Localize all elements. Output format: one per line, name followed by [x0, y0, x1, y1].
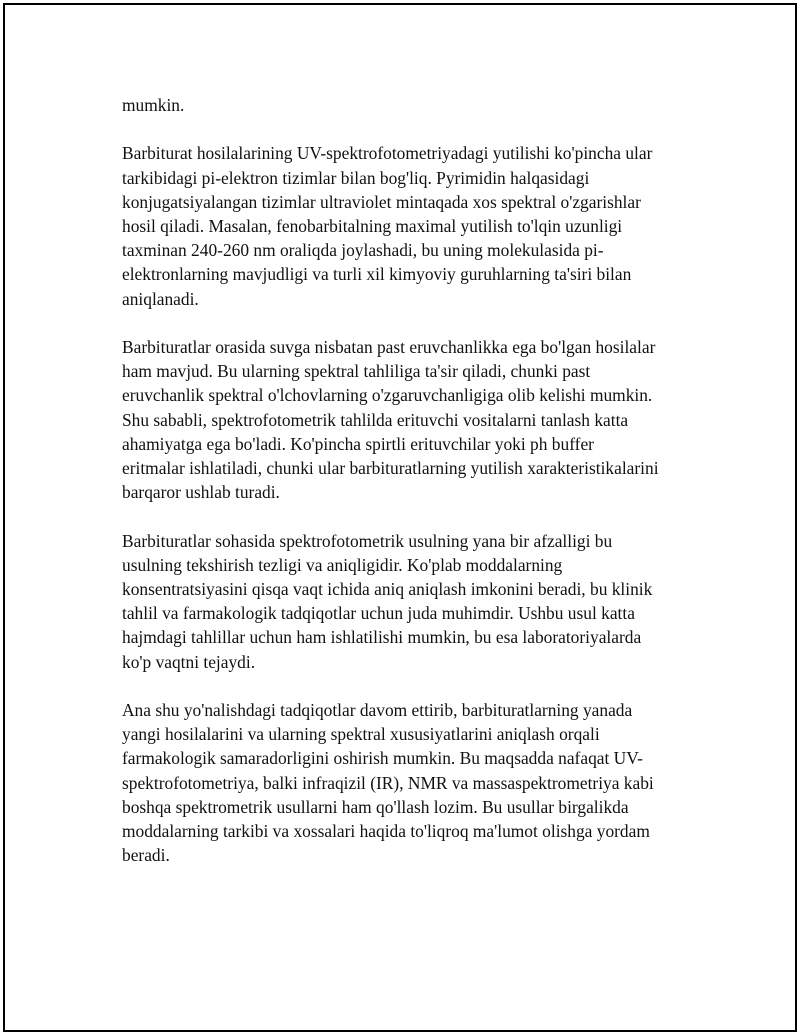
- text-line: tahlil va farmakologik tadqiqotlar uchun juda muhimdir. Ushbu usul katta: [122, 603, 635, 624]
- paragraph-1: [122, 93, 697, 117]
- document-body: [122, 93, 697, 892]
- text-line: elektronlarning mavjudligi va turli xil kimyoviy guruhlarning ta'siri bilan: [122, 264, 632, 285]
- text-line: Barbituratlar orasida suvga nisbatan past eruvchanlikka ega bo'lgan hosilalar: [122, 337, 656, 357]
- text-line: spektrofotometriya, balki infraqizil (IR), NMR va massaspektrometriya kabi: [122, 772, 654, 793]
- text-line: boshqa spektrometrik usullarni ham qo'llash lozim. Bu usullar birgalikda: [122, 796, 629, 817]
- text-line: Ana shu yo'nalishdagi tadqiqotlar davom ettirib, barbituratlarning yanada: [122, 700, 633, 721]
- paragraph-5: [122, 698, 697, 867]
- text-line: konsentratsiyasini qisqa vaqt ichida aniq aniqlash imkonini beradi, bu klinik: [122, 579, 653, 600]
- text-line: usulning tekshirish tezligi va aniqligidir. Ko'plab moddalarning: [122, 554, 563, 575]
- text-line: hajmdagi tahlillar uchun ham ishlatilishi mumkin, bu esa laboratoriyalarda: [122, 627, 642, 648]
- text-line: yangi hosilalarini va ularning spektral xususiyatlarini aniqlash orqali: [122, 724, 600, 745]
- text-line: Barbiturat hosilalarining UV-spektrofotometriyadagi yutilishi ko'pincha ular: [122, 143, 653, 164]
- paragraph-4: [122, 529, 697, 674]
- text-line: hosil qiladi. Masalan, fenobarbitalning maximal yutilish to'lqin uzunligi: [122, 216, 623, 236]
- text-line: eritmalar ishlatiladi, chunki ular barbituratlarning yutilish xarakteristikalarini: [122, 458, 659, 479]
- text-line: Shu sababli, spektrofotometrik tahlilda erituvchi vositalarni tanlash katta: [122, 409, 629, 430]
- text-line: eruvchanlik spektral o'lchovlarning o'zgaruvchanligiga olib kelishi mumkin.: [122, 385, 653, 406]
- text-line: ham mavjud. Bu ularning spektral tahliliga ta'sir qiladi, chunki past: [122, 361, 591, 382]
- text-line: moddalarning tarkibi va xossalari haqida to'liqroq ma'lumot olishga yordam: [122, 821, 650, 842]
- text-line: konjugatsiyalangan tizimlar ultraviolet mintaqada xos spektral o'zgarishlar: [122, 191, 641, 212]
- paragraph-3: [122, 335, 697, 504]
- page-frame: [3, 3, 797, 1032]
- text-line: aniqlanadi.: [122, 288, 199, 309]
- text-line: Barbituratlar sohasida spektrofotometrik usulning yana bir afzalligi bu: [122, 530, 613, 551]
- text-line: ahamiyatga ega bo'ladi. Ko'pincha spirtli erituvchilar yoki ph buffer: [122, 433, 594, 454]
- text-line: barqaror ushlab turadi.: [122, 482, 280, 503]
- text-line: ko'p vaqtni tejaydi.: [122, 651, 256, 672]
- text-line: beradi.: [122, 845, 170, 866]
- text-line: farmakologik samaradorligini oshirish mumkin. Bu maqsadda nafaqat UV-: [122, 748, 643, 769]
- text-line: mumkin.: [122, 95, 185, 115]
- text-line: tarkibidagi pi-elektron tizimlar bilan bog'liq. Pyrimidin halqasidagi: [122, 167, 590, 188]
- paragraph-2: [122, 141, 697, 310]
- text-line: taxminan 240-260 nm oraliqda joylashadi, bu uning molekulasida pi-: [122, 240, 604, 261]
